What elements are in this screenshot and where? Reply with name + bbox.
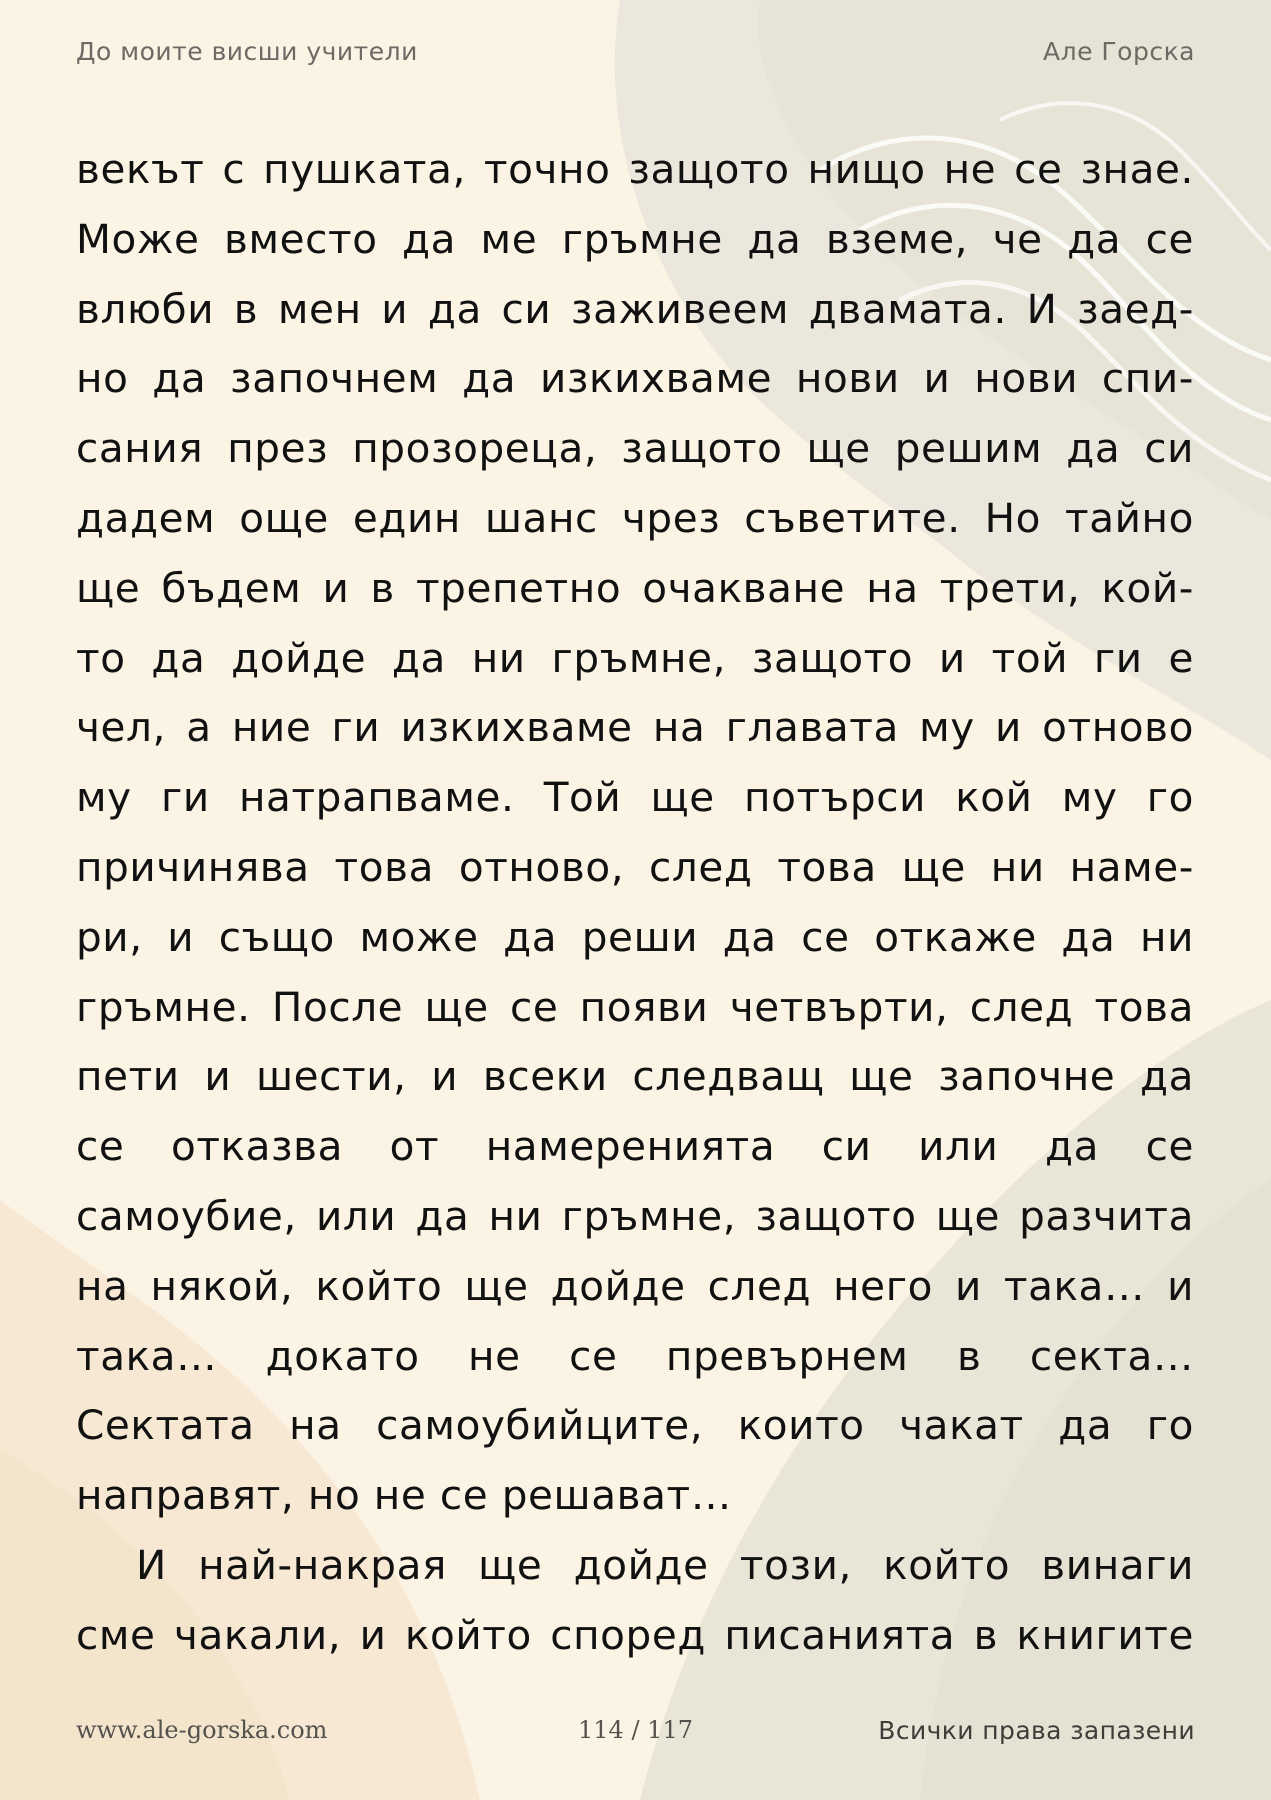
text-line: ри, и също може да реши да се откаже да ни (76, 912, 1194, 961)
page-header (76, 34, 1195, 68)
text-line: дадем още един шанс чрез съветите. Но тайно (76, 493, 1194, 542)
text-line: така… докато не се превърнем в секта… (76, 1331, 1194, 1380)
author-name: Але Горска (1043, 36, 1195, 66)
copyright-notice: Всички права запазени (878, 1715, 1195, 1745)
page-footer (76, 1713, 1195, 1747)
text-line: И най-накрая ще дойде този, който винаги (136, 1540, 1194, 1589)
text-line: ще бъдем и в трепетно очакване на трети, кой- (76, 563, 1194, 612)
text-line: чел, а ние ги изкихваме на главата му и отново (76, 703, 1194, 752)
book-title: До моите висши учители (76, 36, 418, 66)
text-line: Може вместо да ме гръмне да вземе, че да се (76, 214, 1194, 263)
text-line: се отказва от намеренията си или да се (76, 1122, 1194, 1171)
text-line: направят, но не се решават… (76, 1471, 732, 1520)
text-line: но да започнем да изкихваме нови и нови спи- (76, 354, 1194, 403)
text-line: му ги натрапваме. Той ще потърси кой му го (76, 773, 1194, 822)
text-line: влюби в мен и да си заживеем двамата. И заед- (76, 284, 1194, 333)
text-line: сания през прозореца, защото ще решим да си (76, 424, 1194, 473)
text-line: на някой, който ще дойде след него и така… и (76, 1261, 1194, 1310)
text-line: то да дойде да ни гръмне, защото и той ги е (76, 633, 1194, 682)
text-line: Сектата на самоубийците, които чакат да го (76, 1401, 1194, 1450)
text-line: пети и шести, и всеки следващ ще започне да (76, 1052, 1194, 1101)
text-line: гръмне. После ще се появи четвърти, след това (76, 982, 1194, 1031)
text-line: причинява това отново, след това ще ни наме- (76, 842, 1194, 891)
website-link[interactable]: www.ale-gorska.com (76, 1716, 328, 1744)
body-text (76, 135, 1194, 1671)
text-line: векът с пушката, точно защото нищо не се знае. (76, 145, 1194, 193)
page-indicator: 114 / 117 (578, 1716, 693, 1744)
text-line: сме чакали, и който според писанията в книгите (76, 1610, 1194, 1659)
text-line: самоубие, или да ни гръмне, защото ще разчита (76, 1191, 1194, 1240)
